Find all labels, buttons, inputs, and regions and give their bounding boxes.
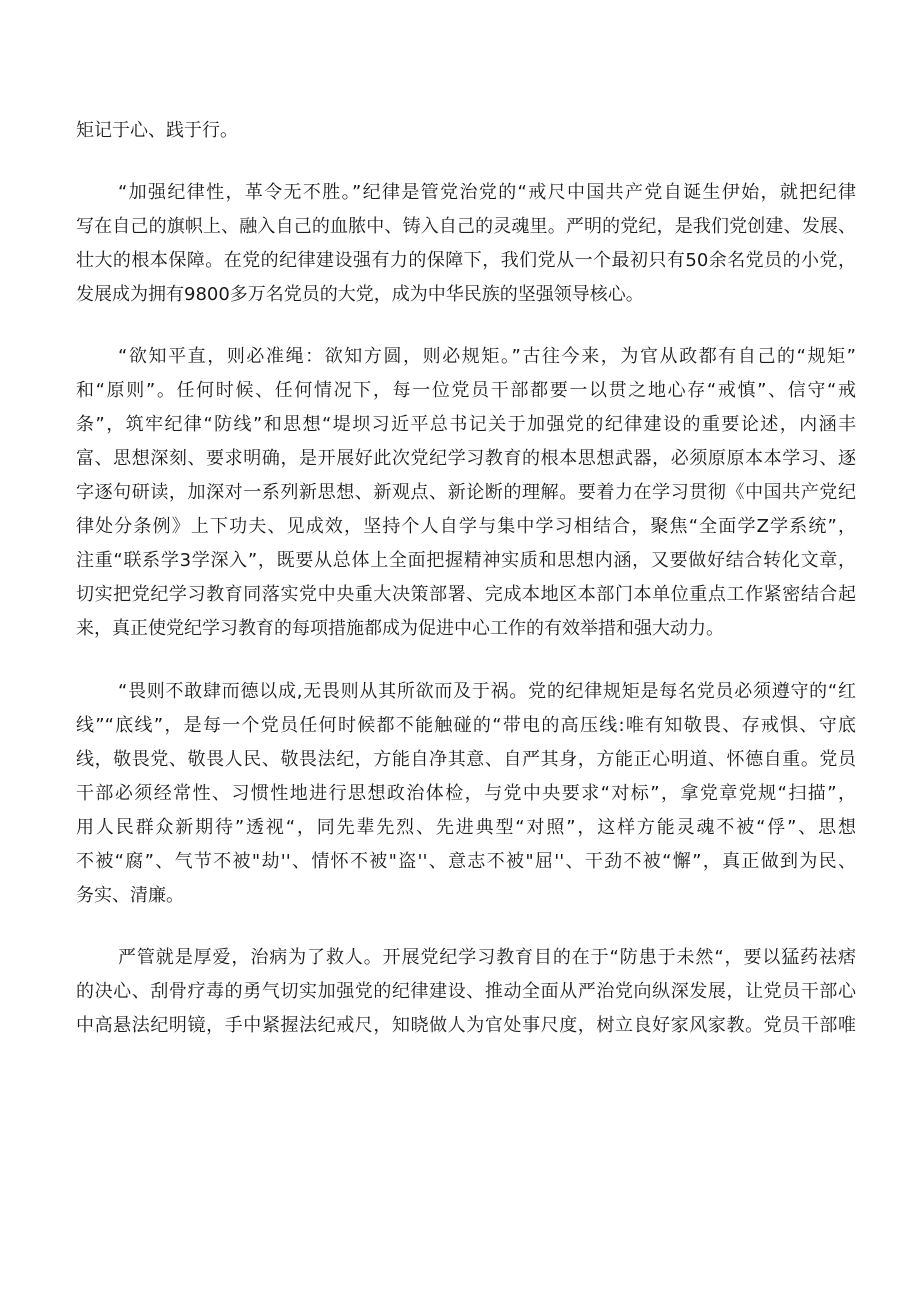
paragraph-line: 注重“联系学3学深入”，既要从总体上全面把握精神实质和思想内涵，又要做好结合转化文章，: [76, 550, 856, 571]
paragraph-line: 干部必须经常性、习惯性地进行思想政治体检，与党中央要求“对标”，拿党章党规“扫描”，: [76, 783, 856, 804]
paragraph-line: 不被“腐”、气节不被"劫''、情怀不被"盗''、意志不被"屈''、干劲不被“懈”，真正做到为民、: [76, 851, 856, 872]
paragraph-line: 矩记于心、践于行。: [76, 120, 238, 141]
paragraph-line: “加强纪律性，革令无不胜。”纪律是管党治党的“戒尺中国共产党自诞生伊始，就把纪律: [118, 182, 856, 203]
paragraph-line: 中高悬法纪明镜，手中紧握法纪戒尺，知晓做人为官处事尺度，树立良好家风家教。党员干部唯: [76, 1015, 856, 1036]
paragraph-line: 线，敬畏党、敬畏人民、敬畏法纪，方能自净其意、自严其身，方能正心明道、怀德自重。党员: [76, 749, 856, 770]
paragraph-line: “欲知平直，则必准绳：欲知方圆，则必规矩。”古往今来，为官从政都有自己的“规矩”: [118, 346, 856, 367]
paragraph-line: 发展成为拥有9800多万名党员的大党，成为中华民族的坚强领导核心。: [76, 284, 644, 305]
paragraph-line: “畏则不敢肆而德以成,无畏则从其所欲而及于祸。党的纪律规矩是每名党员必须遵守的“红: [118, 681, 856, 702]
paragraph-line: 的决心、刮骨疗毒的勇气切实加强党的纪律建设、推动全面从严治党向纵深发展，让党员干部心: [76, 981, 856, 1002]
paragraph-line: 用人民群众新期待”透视“，同先辈先烈、先进典型“对照”，这样方能灵魂不被“俘”、思想: [76, 817, 856, 838]
paragraph-line: 字逐句研读，加深对一系列新思想、新观点、新论断的理解。要着力在学习贯彻《中国共产党纪: [76, 482, 856, 503]
paragraph-line: 和“原则”。任何时候、任何情况下，每一位党员干部都要一以贯之地心存“戒慎”、信守“戒: [76, 380, 856, 401]
paragraph-line: 切实把党纪学习教育同落实党中央重大决策部署、完成本地区本部门本单位重点工作紧密结合起: [76, 584, 856, 605]
paragraph-line: 务实、清廉。: [76, 885, 184, 906]
paragraph-line: 律处分条例》上下功夫、见成效，坚持个人自学与集中学习相结合，聚焦“全面学Z学系统”，: [76, 516, 856, 537]
paragraph-line: 写在自己的旗帜上、融入自己的血脓中、铸入自己的灵魂里。严明的党纪，是我们党创建、发展、: [76, 216, 856, 237]
paragraph-line: 条”，筑牢纪律“防线”和思想“堤坝习近平总书记关于加强党的纪律建设的重要论述，内涵丰: [76, 414, 856, 435]
paragraph-line: 壮大的根本保障。在党的纪律建设强有力的保障下，我们党从一个最初只有50余名党员的小党，: [76, 250, 856, 271]
paragraph-line: 来，真正使党纪学习教育的每项措施都成为促进中心工作的有效举措和强大动力。: [76, 618, 724, 639]
paragraph-line: 线”“底线”，是每一个党员任何时候都不能触碰的“带电的高压线:唯有知敬畏、存戒惧、守底: [76, 715, 856, 736]
paragraph-line: 严管就是厚爱，治病为了救人。开展党纪学习教育目的在于“防患于未然“，要以猛药祛痞: [118, 947, 856, 968]
paragraph-line: 富、思想深刻、要求明确，是开展好此次党纪学习教育的根本思想武器，必须原原本本学习、逐: [76, 448, 856, 469]
